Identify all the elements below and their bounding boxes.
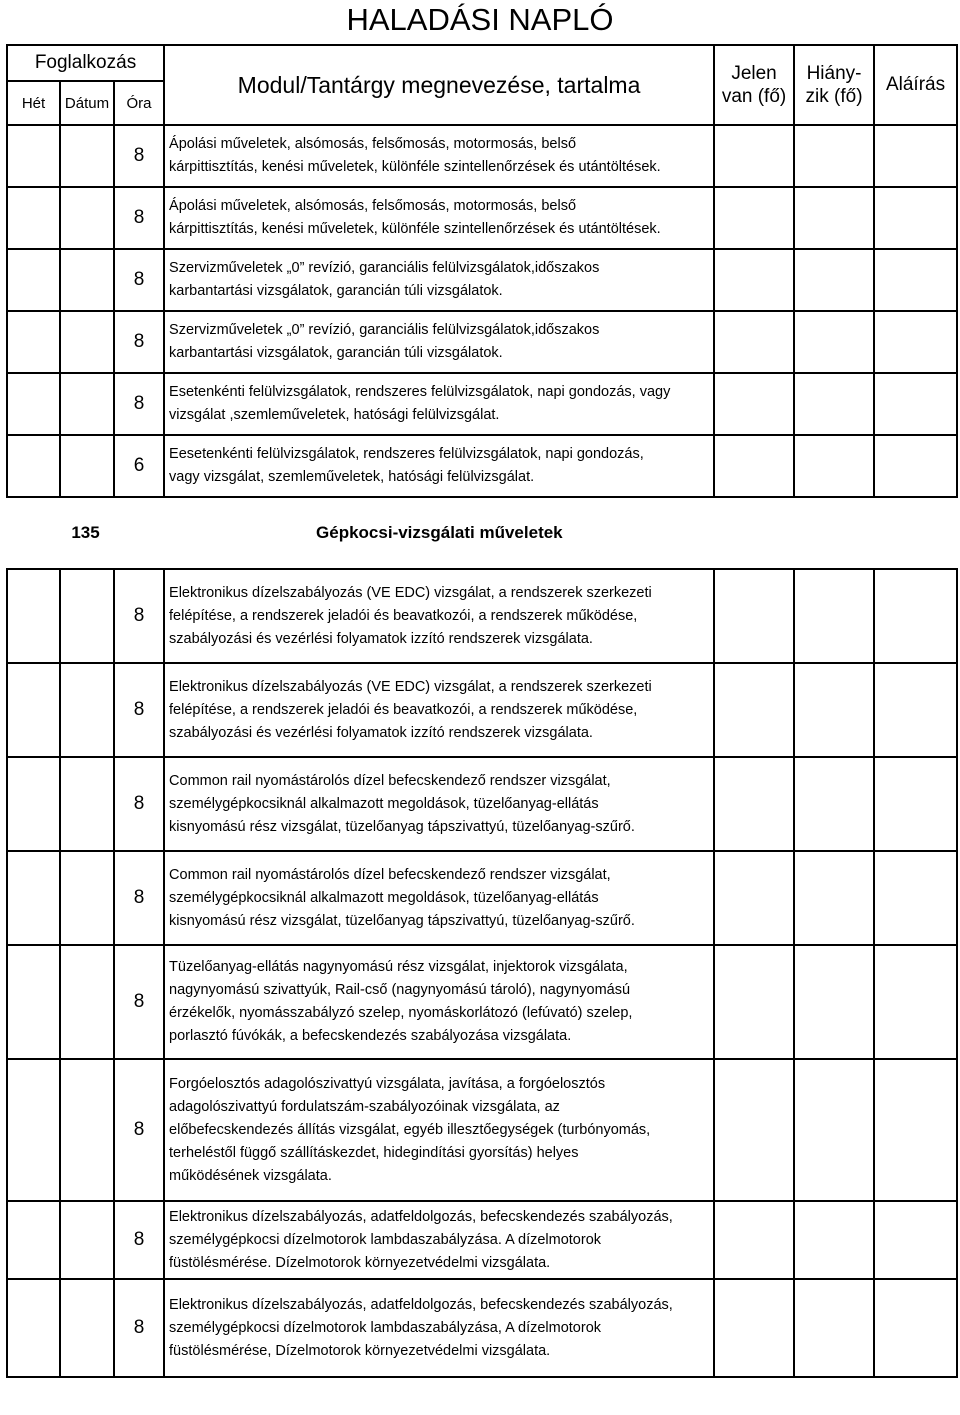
hiany-cell[interactable] [794,311,874,373]
alairas-cell[interactable] [874,311,957,373]
datum-cell [60,569,114,663]
content-line: Elektronikus dízelszabályozás (VE EDC) vizsgálat, a rendszerek szerkezeti [169,678,652,695]
header-jelen-line1: Jelen [731,63,777,84]
hiany-cell[interactable] [794,569,874,663]
hiany-cell[interactable] [794,435,874,497]
alairas-cell[interactable] [874,373,957,435]
hiany-cell[interactable] [794,125,874,187]
header-hiany-line1: Hiány- [806,63,862,84]
content-line: személygépkocsiknál alkalmazott megoldások, tüzelőanyag-ellátás [169,795,599,812]
jelen-cell[interactable] [714,757,794,851]
content-line: felépítése, a rendszerek jeladói és beavatkozói, a rendszerek működése, [169,701,638,718]
log-entry-row [7,187,957,249]
header-row-1 [7,45,957,81]
log-entry-row [7,757,957,851]
section-title: Gépkocsi-vizsgálati műveletek [316,523,563,542]
alairas-cell[interactable] [874,187,957,249]
header-modul: Modul/Tantárgy megnevezése, tartalma [164,45,714,125]
alairas-cell[interactable] [874,125,957,187]
het-cell [7,187,60,249]
content-cell [164,663,714,757]
ora-cell: 8 [114,663,164,757]
datum-cell [60,311,114,373]
content-line: karbantartási vizsgálatok, garancián túli vizsgálatok. [169,345,503,361]
ora-cell: 8 [114,569,164,663]
content-line: kárpittisztítás, kenési műveletek, különféle szintellenőrzések és utántöltések. [169,159,661,175]
header-hiany [794,45,874,125]
header-foglalkozas: Foglalkozás [7,45,164,81]
het-cell [7,1201,60,1279]
alairas-cell[interactable] [874,435,957,497]
log-entry-row [7,311,957,373]
content-cell [164,373,714,435]
datum-cell [60,187,114,249]
content-line: szabályozási és vezérlési folyamatok izzító rendszerek vizsgálata. [169,724,593,741]
log-entry-row [7,373,957,435]
hiany-cell[interactable] [794,1279,874,1377]
ora-cell: 8 [114,945,164,1059]
het-cell [7,663,60,757]
spacer-cell [7,553,957,569]
hiany-cell[interactable] [794,851,874,945]
datum-cell [60,757,114,851]
header-jelen [714,45,794,125]
content-line: szabályozási és vezérlési folyamatok izzító rendszerek vizsgálata. [169,630,593,647]
jelen-cell[interactable] [714,435,794,497]
content-line: terheléstől függő szállításkezdet, hidegindítási gyorsítás) helyes [169,1144,579,1161]
jelen-cell[interactable] [714,1279,794,1377]
content-line: működésének vizsgálata. [169,1167,332,1184]
content-line: személygépkocsiknál alkalmazott megoldások, tüzelőanyag-ellátás [169,889,599,906]
log-entry-row [7,435,957,497]
jelen-cell[interactable] [714,125,794,187]
content-line: kárpittisztítás, kenési műveletek, különféle szintellenőrzések és utántöltések. [169,221,661,237]
spacer-row [7,497,957,513]
content-cell [164,945,714,1059]
jelen-cell[interactable] [714,1059,794,1201]
content-line: érzékelők, nyomásszabályzó szelep, nyomáskorlátozó (lefúvató) szelep, [169,1005,633,1021]
jelen-cell[interactable] [714,249,794,311]
het-cell [7,249,60,311]
ora-cell: 8 [114,1201,164,1279]
hiany-cell[interactable] [794,945,874,1059]
content-cell [164,1059,714,1201]
content-cell [164,311,714,373]
ora-cell: 8 [114,851,164,945]
het-cell [7,1059,60,1201]
jelen-cell[interactable] [714,569,794,663]
jelen-cell[interactable] [714,187,794,249]
datum-cell [60,125,114,187]
datum-cell [60,1201,114,1279]
het-cell [7,311,60,373]
het-cell [7,945,60,1059]
ora-cell: 6 [114,435,164,497]
content-cell [164,851,714,945]
content-cell [164,569,714,663]
header-jelen-line2: van (fő) [721,86,787,107]
content-line: adagolószivattyú fordulatszám-szabályozóinak vizsgálata, az [169,1098,560,1115]
content-line: porlasztó fúvókák, a befecskendezés szabályozása vizsgálata. [169,1028,572,1044]
content-line: Common rail nyomástárolós dízel befecskendező rendszer vizsgálat, [169,772,611,789]
content-line: kisnyomású rész vizsgálat, tüzelőanyag tápszivattyú, tüzelőanyag-szűrő. [169,818,635,835]
jelen-cell[interactable] [714,1201,794,1279]
content-line: karbantartási vizsgálatok, garancián túli vizsgálatok. [169,283,503,299]
ora-cell: 8 [114,373,164,435]
header-datum: Dátum [60,81,114,125]
content-line: Elektronikus dízelszabályozás, adatfeldolgozás, befecskendezés szabályozás, [169,1208,673,1225]
alairas-cell[interactable] [874,851,957,945]
content-line: Ápolási műveletek, alsómosás, felsőmosás, motormosás, belső [169,198,577,214]
content-line: nagynyomású szivattyúk, Rail-cső (nagynyomású tároló), nagynyomású [169,982,631,998]
log-entry-row [7,851,957,945]
jelen-cell[interactable] [714,945,794,1059]
ora-cell: 8 [114,1279,164,1377]
alairas-cell[interactable] [874,569,957,663]
content-line: személygépkocsi dízelmotorok lambdaszabályzása, A dízelmotorok [169,1319,602,1336]
page-title: HALADÁSI NAPLÓ [346,2,614,37]
content-cell [164,187,714,249]
content-line: Szervizműveletek „0” revízió, garanciális felülvizsgálatok,időszakos [169,260,600,276]
content-line: előbefecskendezés állítás vizsgálat, egyéb illesztőegységek (turbónyomás, [169,1121,651,1138]
content-line: Forgóelosztós adagolószivattyú vizsgálata, javítása, a forgóelosztós [169,1075,606,1092]
ora-cell: 8 [114,1059,164,1201]
alairas-cell[interactable] [874,1201,957,1279]
log-entry-row [7,945,957,1059]
het-cell [7,757,60,851]
hiany-cell[interactable] [794,757,874,851]
spacer-row [7,553,957,569]
log-entry-row [7,125,957,187]
content-cell [164,757,714,851]
ora-cell: 8 [114,187,164,249]
content-line: Common rail nyomástárolós dízel befecskendező rendszer vizsgálat, [169,866,611,883]
alairas-cell[interactable] [874,945,957,1059]
hiany-cell[interactable] [794,1059,874,1201]
log-entry-row [7,1059,957,1201]
datum-cell [60,945,114,1059]
log-entry-row [7,663,957,757]
log-entry-row [7,249,957,311]
alairas-cell[interactable] [874,1279,957,1377]
hiany-cell[interactable] [794,187,874,249]
content-line: Eesetenkénti felülvizsgálatok, rendszeres felülvizsgálatok, napi gondozás, [169,446,644,462]
hiany-cell[interactable] [794,249,874,311]
content-cell [164,435,714,497]
het-cell [7,125,60,187]
alairas-cell[interactable] [874,757,957,851]
header-ora: Óra [114,81,164,125]
content-cell [164,1279,714,1377]
het-cell [7,373,60,435]
hiany-cell[interactable] [794,1201,874,1279]
content-cell [164,125,714,187]
content-cell [164,249,714,311]
jelen-cell[interactable] [714,311,794,373]
alairas-cell[interactable] [874,663,957,757]
datum-cell [60,435,114,497]
content-line: Tüzelőanyag-ellátás nagynyomású rész vizsgálat, injektorok vizsgálata, [169,959,628,975]
content-line: kisnyomású rész vizsgálat, tüzelőanyag tápszivattyú, tüzelőanyag-szűrő. [169,912,635,929]
het-cell [7,435,60,497]
content-line: Elektronikus dízelszabályozás, adatfeldolgozás, befecskendezés szabályozás, [169,1296,673,1313]
datum-cell [60,1059,114,1201]
content-line: Esetenkénti felülvizsgálatok, rendszeres felülvizsgálatok, napi gondozás, vagy [169,384,671,400]
alairas-cell[interactable] [874,1059,957,1201]
hiany-cell[interactable] [794,373,874,435]
ora-cell: 8 [114,249,164,311]
section-row [7,513,957,553]
content-cell [164,1201,714,1279]
ora-cell: 8 [114,125,164,187]
hiany-cell[interactable] [794,663,874,757]
datum-cell [60,663,114,757]
content-line: Elektronikus dízelszabályozás (VE EDC) vizsgálat, a rendszerek szerkezeti [169,584,652,601]
header-het: Hét [7,81,60,125]
log-entry-row [7,1201,957,1279]
log-entry-row [7,569,957,663]
datum-cell [60,373,114,435]
content-line: füstölésmérése, Dízelmotorok környezetvédelmi vizsgálata. [169,1342,551,1359]
jelen-cell[interactable] [714,663,794,757]
section-hours: 135 [71,523,100,542]
header-alairas: Aláírás [874,45,957,125]
header-hiany-line2: zik (fő) [805,86,863,107]
content-line: személygépkocsi dízelmotorok lambdaszabályzása. A dízelmotorok [169,1231,602,1248]
log-entry-row [7,1279,957,1377]
content-line: vagy vizsgálat, szemleműveletek, hatósági felülvizsgálat. [169,469,535,485]
jelen-cell[interactable] [714,373,794,435]
datum-cell [60,851,114,945]
content-line: vizsgálat ,szemleműveletek, hatósági felülvizsgálat. [169,407,500,423]
jelen-cell[interactable] [714,851,794,945]
content-line: felépítése, a rendszerek jeladói és beavatkozói, a rendszerek működése, [169,607,638,624]
content-line: Szervizműveletek „0” revízió, garanciális felülvizsgálatok,időszakos [169,322,600,338]
het-cell [7,569,60,663]
datum-cell [60,1279,114,1377]
progress-log-table [6,44,958,1378]
het-cell [7,851,60,945]
datum-cell [60,249,114,311]
alairas-cell[interactable] [874,249,957,311]
ora-cell: 8 [114,757,164,851]
content-line: Ápolási műveletek, alsómosás, felsőmosás, motormosás, belső [169,136,577,152]
spacer-cell [7,497,957,513]
content-line: füstölésmérése. Dízelmotorok környezetvédelmi vizsgálata. [169,1254,551,1271]
ora-cell: 8 [114,311,164,373]
het-cell [7,1279,60,1377]
